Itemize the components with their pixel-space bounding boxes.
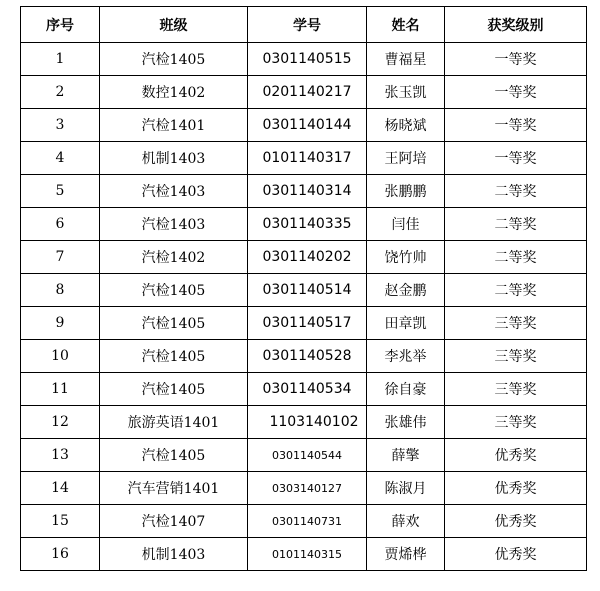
cell-class: 数控1402 xyxy=(100,76,248,109)
cell-level: 二等奖 xyxy=(445,208,587,241)
cell-student-id: 0301140731 xyxy=(248,505,367,538)
header-student-id: 学号 xyxy=(248,7,367,43)
cell-student-id: 0101140317 xyxy=(248,142,367,175)
cell-no: 10 xyxy=(21,340,100,373)
cell-level: 一等奖 xyxy=(445,109,587,142)
table-row xyxy=(21,373,587,406)
cell-no: 14 xyxy=(21,472,100,505)
cell-level: 三等奖 xyxy=(445,406,587,439)
table-row xyxy=(21,208,587,241)
cell-name: 陈淑月 xyxy=(367,472,445,505)
cell-no: 15 xyxy=(21,505,100,538)
cell-level: 优秀奖 xyxy=(445,472,587,505)
cell-student-id: 0301140514 xyxy=(248,274,367,307)
cell-class: 机制1403 xyxy=(100,538,248,571)
cell-no: 3 xyxy=(21,109,100,142)
cell-student-id: 0301140544 xyxy=(248,439,367,472)
cell-level: 二等奖 xyxy=(445,241,587,274)
cell-student-id: 0301140335 xyxy=(248,208,367,241)
cell-no: 6 xyxy=(21,208,100,241)
cell-class: 汽检1405 xyxy=(100,307,248,340)
cell-class: 汽检1405 xyxy=(100,274,248,307)
table-row xyxy=(21,472,587,505)
cell-name: 赵金鹏 xyxy=(367,274,445,307)
table-row xyxy=(21,43,587,76)
cell-level: 优秀奖 xyxy=(445,505,587,538)
cell-class: 汽车营销1401 xyxy=(100,472,248,505)
header-level: 获奖级别 xyxy=(445,7,587,43)
cell-level: 一等奖 xyxy=(445,43,587,76)
cell-level: 二等奖 xyxy=(445,175,587,208)
cell-class: 汽检1405 xyxy=(100,373,248,406)
cell-name: 薛欢 xyxy=(367,505,445,538)
cell-class: 机制1403 xyxy=(100,142,248,175)
cell-no: 11 xyxy=(21,373,100,406)
cell-name: 李兆举 xyxy=(367,340,445,373)
table-row xyxy=(21,505,587,538)
awards-table xyxy=(20,6,587,571)
cell-student-id: 0301140515 xyxy=(248,43,367,76)
table-row xyxy=(21,76,587,109)
table-row xyxy=(21,241,587,274)
table-row xyxy=(21,307,587,340)
cell-no: 1 xyxy=(21,43,100,76)
cell-student-id: 0301140528 xyxy=(248,340,367,373)
cell-no: 7 xyxy=(21,241,100,274)
table-row xyxy=(21,439,587,472)
cell-no: 4 xyxy=(21,142,100,175)
cell-level: 一等奖 xyxy=(445,142,587,175)
cell-student-id: 0301140517 xyxy=(248,307,367,340)
cell-student-id: 0303140127 xyxy=(248,472,367,505)
cell-student-id: 0301140144 xyxy=(248,109,367,142)
cell-student-id: 0101140315 xyxy=(248,538,367,571)
cell-name: 张鹏鹏 xyxy=(367,175,445,208)
table-row xyxy=(21,274,587,307)
cell-class: 汽检1405 xyxy=(100,340,248,373)
table-row xyxy=(21,406,587,439)
table-row xyxy=(21,340,587,373)
cell-name: 张玉凯 xyxy=(367,76,445,109)
cell-student-id: 1103140102 xyxy=(248,406,367,439)
cell-name: 王阿培 xyxy=(367,142,445,175)
cell-student-id: 0301140314 xyxy=(248,175,367,208)
cell-level: 三等奖 xyxy=(445,373,587,406)
cell-name: 张雄伟 xyxy=(367,406,445,439)
cell-name: 闫佳 xyxy=(367,208,445,241)
header-no: 序号 xyxy=(21,7,100,43)
cell-no: 9 xyxy=(21,307,100,340)
cell-class: 汽检1405 xyxy=(100,439,248,472)
cell-level: 三等奖 xyxy=(445,340,587,373)
cell-student-id: 0201140217 xyxy=(248,76,367,109)
table-row xyxy=(21,142,587,175)
cell-class: 汽检1401 xyxy=(100,109,248,142)
cell-no: 8 xyxy=(21,274,100,307)
cell-name: 饶竹帅 xyxy=(367,241,445,274)
header-name: 姓名 xyxy=(367,7,445,43)
cell-name: 曹福星 xyxy=(367,43,445,76)
cell-class: 汽检1405 xyxy=(100,43,248,76)
table-row xyxy=(21,175,587,208)
cell-name: 田章凯 xyxy=(367,307,445,340)
cell-class: 汽检1407 xyxy=(100,505,248,538)
cell-level: 优秀奖 xyxy=(445,439,587,472)
header-class: 班级 xyxy=(100,7,248,43)
cell-level: 二等奖 xyxy=(445,274,587,307)
cell-level: 一等奖 xyxy=(445,76,587,109)
cell-class: 汽检1403 xyxy=(100,175,248,208)
table-row xyxy=(21,109,587,142)
cell-no: 12 xyxy=(21,406,100,439)
table-header-row xyxy=(21,7,587,43)
cell-class: 旅游英语1401 xyxy=(100,406,248,439)
cell-class: 汽检1403 xyxy=(100,208,248,241)
cell-level: 优秀奖 xyxy=(445,538,587,571)
cell-name: 徐自豪 xyxy=(367,373,445,406)
cell-no: 2 xyxy=(21,76,100,109)
cell-no: 16 xyxy=(21,538,100,571)
cell-class: 汽检1402 xyxy=(100,241,248,274)
cell-name: 杨晓斌 xyxy=(367,109,445,142)
cell-student-id: 0301140534 xyxy=(248,373,367,406)
cell-no: 5 xyxy=(21,175,100,208)
cell-name: 贾烯桦 xyxy=(367,538,445,571)
cell-student-id: 0301140202 xyxy=(248,241,367,274)
cell-name: 薛擎 xyxy=(367,439,445,472)
cell-no: 13 xyxy=(21,439,100,472)
table-row xyxy=(21,538,587,571)
cell-level: 三等奖 xyxy=(445,307,587,340)
